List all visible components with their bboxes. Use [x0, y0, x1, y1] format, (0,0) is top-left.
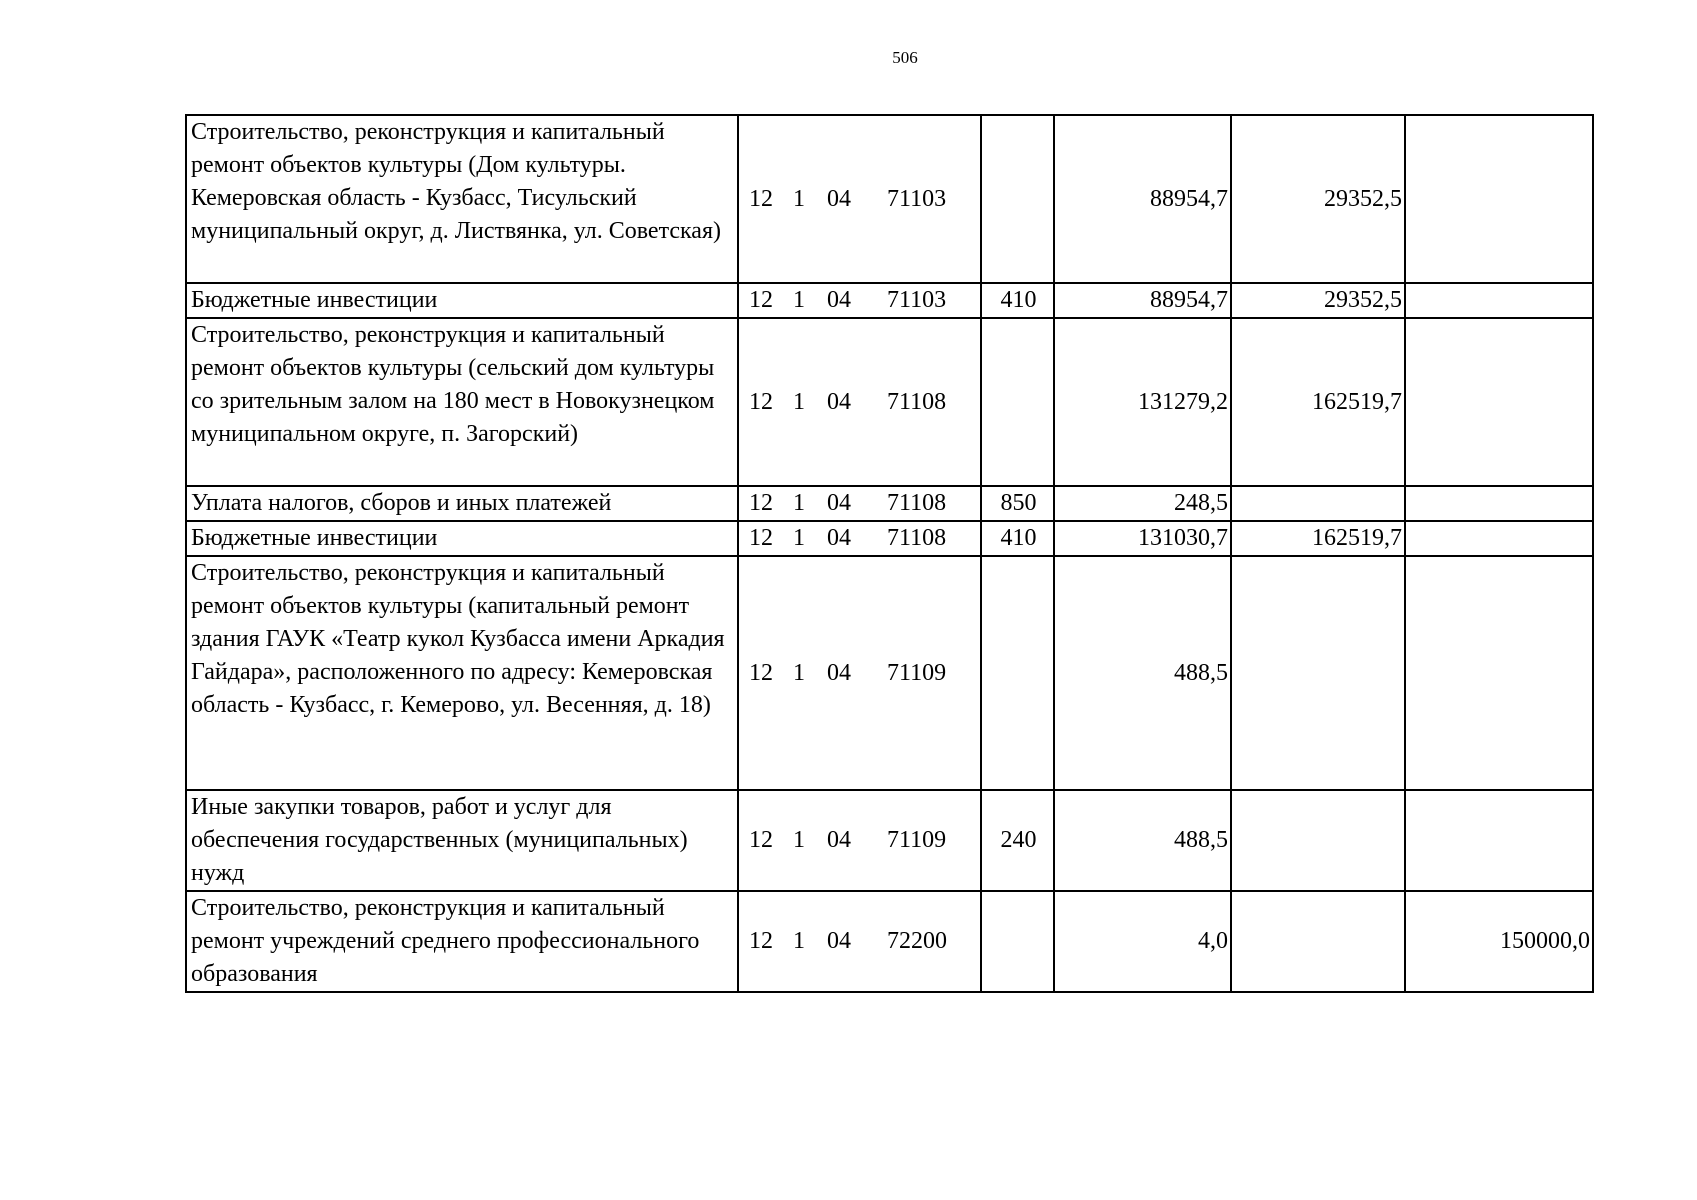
code-pp: 1: [793, 827, 805, 853]
table-row: [186, 790, 1593, 891]
row-code: [738, 556, 981, 790]
row-value-1: 488,5: [1054, 790, 1231, 891]
row-value-1: 131030,7: [1054, 521, 1231, 556]
code-pp: 1: [793, 388, 805, 415]
row-value-3: [1405, 790, 1593, 891]
table-row: [186, 556, 1593, 790]
row-vr: 240: [981, 790, 1054, 891]
code-om: 04: [827, 659, 851, 686]
row-vr: [981, 318, 1054, 486]
code-dir: 71103: [887, 185, 947, 212]
row-value-1: 88954,7: [1054, 283, 1231, 318]
row-name: Строительство, реконструкция и капитальный ремонт учреждений среднего профессионального образования: [186, 891, 738, 992]
code-pp: 1: [793, 287, 805, 313]
row-code: [738, 891, 981, 992]
row-code: [738, 283, 981, 318]
row-code: [738, 486, 981, 521]
code-dir: 72200: [887, 928, 947, 954]
table-row: [186, 521, 1593, 556]
row-code: [738, 318, 981, 486]
row-vr: [981, 115, 1054, 283]
row-value-2: 162519,7: [1231, 318, 1405, 486]
code-gp: 12: [749, 928, 773, 954]
row-value-2: [1231, 556, 1405, 790]
code-om: 04: [827, 388, 851, 415]
row-value-3: [1405, 486, 1593, 521]
row-value-1: 488,5: [1054, 556, 1231, 790]
row-code: [738, 790, 981, 891]
code-pp: 1: [793, 490, 805, 516]
code-om: 04: [827, 185, 851, 212]
row-value-3: [1405, 318, 1593, 486]
code-om: 04: [827, 490, 851, 516]
row-name: Уплата налогов, сборов и иных платежей: [186, 486, 738, 521]
code-gp: 12: [749, 525, 773, 551]
code-om: 04: [827, 525, 851, 551]
row-vr: 410: [981, 283, 1054, 318]
row-value-3: [1405, 521, 1593, 556]
row-code: [738, 115, 981, 283]
row-name: Иные закупки товаров, работ и услуг для обеспечения государственных (муниципальных) нужд: [186, 790, 738, 891]
code-gp: 12: [749, 185, 773, 212]
row-value-2: [1231, 486, 1405, 521]
code-dir: 71109: [887, 659, 947, 686]
row-value-2: 162519,7: [1231, 521, 1405, 556]
code-gp: 12: [749, 827, 773, 853]
row-value-2: [1231, 790, 1405, 891]
table-row: [186, 486, 1593, 521]
row-value-3: [1405, 115, 1593, 283]
row-value-1: 88954,7: [1054, 115, 1231, 283]
page-number: 506: [892, 48, 918, 67]
table-row: [186, 891, 1593, 992]
code-dir: 71108: [887, 525, 947, 551]
row-vr: [981, 891, 1054, 992]
code-gp: 12: [749, 287, 773, 313]
code-om: 04: [827, 827, 851, 853]
row-value-3: 150000,0: [1405, 891, 1593, 992]
row-value-2: [1231, 891, 1405, 992]
row-value-3: [1405, 556, 1593, 790]
row-value-2: 29352,5: [1231, 115, 1405, 283]
code-dir: 71109: [887, 827, 947, 853]
row-name: Строительство, реконструкция и капитальный ремонт объектов культуры (капитальный ремонт здания ГАУК «Театр кукол Кузбасса имени Аркадия Гайдара», расположенного по адресу: Кемеровская область - Кузбасс, г. Кемерово, ул. Весенняя, д. 18): [186, 556, 738, 790]
code-om: 04: [827, 287, 851, 313]
code-gp: 12: [749, 388, 773, 415]
budget-table: [185, 114, 1594, 993]
row-name: Строительство, реконструкция и капитальный ремонт объектов культуры (сельский дом культуры со зрительным залом на 180 мест в Новокузнецком муниципальном округе, п. Загорский): [186, 318, 738, 486]
code-dir: 71103: [887, 287, 947, 313]
code-pp: 1: [793, 659, 805, 686]
row-name: Бюджетные инвестиции: [186, 521, 738, 556]
row-vr: 850: [981, 486, 1054, 521]
table-row: [186, 318, 1593, 486]
row-vr: 410: [981, 521, 1054, 556]
code-gp: 12: [749, 490, 773, 516]
code-gp: 12: [749, 659, 773, 686]
code-pp: 1: [793, 185, 805, 212]
row-value-1: 131279,2: [1054, 318, 1231, 486]
table-row: [186, 115, 1593, 283]
row-name: Строительство, реконструкция и капитальный ремонт объектов культуры (Дом культуры. Кемеровская область - Кузбасс, Тисульский муниципальный округ, д. Листвянка, ул. Советская): [186, 115, 738, 283]
code-pp: 1: [793, 525, 805, 551]
table-row: [186, 283, 1593, 318]
code-pp: 1: [793, 928, 805, 954]
code-dir: 71108: [887, 388, 947, 415]
code-dir: 71108: [887, 490, 947, 516]
budget-table-body: [186, 115, 1593, 992]
row-name: Бюджетные инвестиции: [186, 283, 738, 318]
row-value-2: 29352,5: [1231, 283, 1405, 318]
row-code: [738, 521, 981, 556]
row-value-3: [1405, 283, 1593, 318]
code-om: 04: [827, 928, 851, 954]
row-value-1: 4,0: [1054, 891, 1231, 992]
row-vr: [981, 556, 1054, 790]
row-value-1: 248,5: [1054, 486, 1231, 521]
